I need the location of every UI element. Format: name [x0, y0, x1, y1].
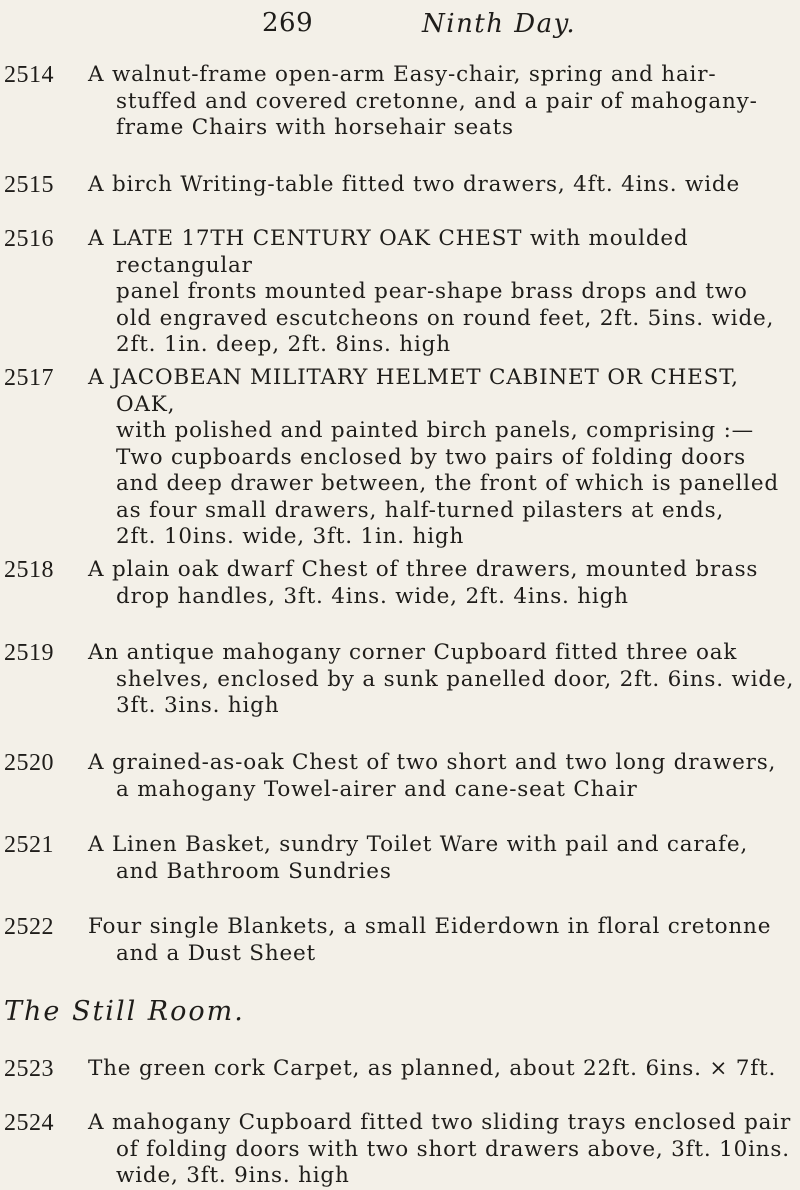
lot-description: An antique mahogany corner Cupboard fitted three oak shelves, enclosed by a sunk panelled door, 2ft. 6ins. wide, 3ft. 3ins. high: [88, 640, 795, 718]
lot-number: 2514: [4, 62, 54, 88]
lot-description: A plain oak dwarf Chest of three drawers, mounted brass drop handles, 3ft. 4ins. wide, 2ft. 4ins. high: [88, 557, 759, 609]
lot-number: 2517: [4, 365, 54, 391]
lot-number: 2523: [4, 1056, 54, 1082]
lot-description: A JACOBEAN MILITARY HELMET CABINET OR CHEST, OAK, with polished and painted birch panels, comprising :— Two cupboards enclosed by two pairs of folding doors and deep drawer between, the front of which is panelled as four small drawers, half-turned pilasters at ends, 2ft. 10ins. wide, 3ft. 1in. high: [88, 365, 779, 549]
lot-number: 2521: [4, 832, 54, 858]
lot-number: 2515: [4, 172, 54, 198]
lot-description: A walnut-frame open-arm Easy-chair, spring and hair- stuffed and covered cretonne, and a pair of mahogany- frame Chairs with horsehair seats: [88, 62, 758, 140]
lot-description: A grained-as-oak Chest of two short and two long drawers, a mahogany Towel-airer and cane-seat Chair: [88, 750, 777, 802]
lot-number: 2520: [4, 750, 54, 776]
lot-description: Four single Blankets, a small Eiderdown in floral cretonne and a Dust Sheet: [88, 914, 772, 966]
lot-number: 2518: [4, 557, 54, 583]
lot-number: 2522: [4, 914, 54, 940]
lot-description: The green cork Carpet, as planned, about 22ft. 6ins. × 7ft.: [88, 1056, 777, 1081]
running-head: Ninth Day.: [422, 9, 577, 39]
lot-description: A LATE 17TH CENTURY OAK CHEST with moulded rectangular panel fronts mounted pear-shape brass drops and two old engraved escutcheons on round feet, 2ft. 5ins. wide, 2ft. 1in. deep, 2ft. 8ins. high: [88, 226, 775, 357]
lot-description: A mahogany Cupboard fitted two sliding trays enclosed pair of folding doors with two short drawers above, 3ft. 10ins. wide, 3ft. 9ins. high: [88, 1110, 792, 1188]
lot-description: A birch Writing-table fitted two drawers, 4ft. 4ins. wide: [88, 172, 740, 197]
lot-number: 2516: [4, 226, 54, 252]
lot-number: 2519: [4, 640, 54, 666]
page-header: [262, 8, 800, 48]
lot-number: 2524: [4, 1110, 54, 1136]
section-heading: The Still Room.: [4, 996, 245, 1027]
page-number: 269: [262, 8, 314, 38]
lot-description: A Linen Basket, sundry Toilet Ware with pail and carafe, and Bathroom Sundries: [88, 832, 748, 884]
